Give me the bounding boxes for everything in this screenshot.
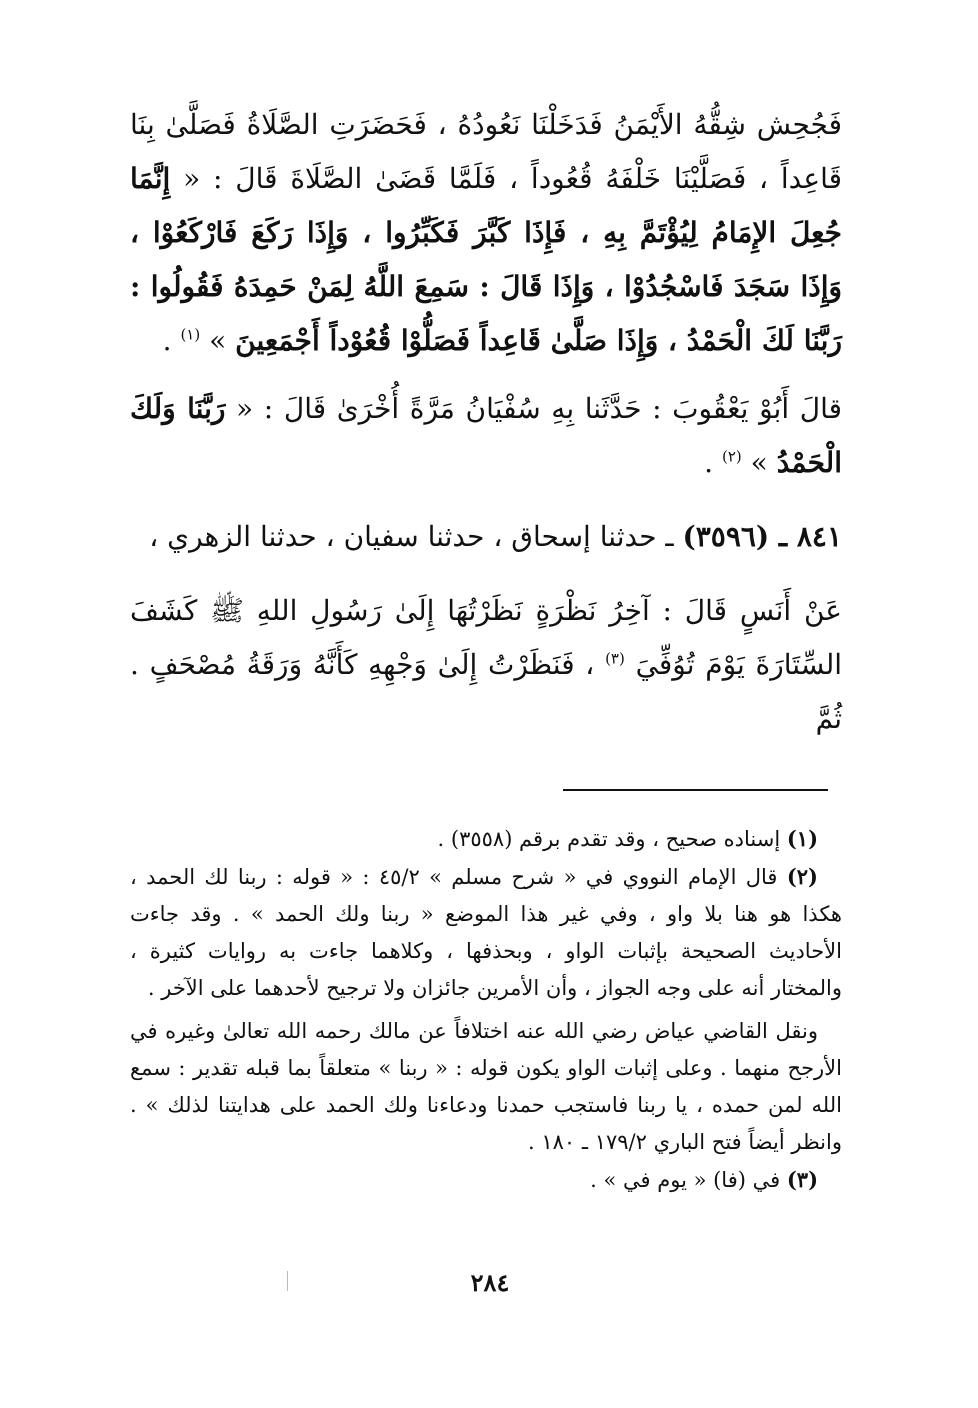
footnote-text-3: في (فا) « يوم في » . bbox=[590, 1168, 781, 1192]
hadith-quote-2: رَبَّنَا وَلَكَ الْحَمْدُ bbox=[130, 392, 842, 479]
footnote-text-2b: ونقل القاضي عياض رضي الله عنه اختلافاً عن مالك رحمه الله تعالىٰ وغيره في الأرجح منهما . وعلى إثبات الواو يكون قوله : « ربنا » متعلقاً بما قبله تقدير : سمع الله لمن حمده ، يا ربنا فاستجب حمدنا ودعاءنا ولك الحمد على هدايتنا لذلك » . وانظر أيضاً فتح الباري ١٧٩/٢ ـ ١٨٠ . bbox=[130, 1019, 842, 1154]
quote-close-2: » bbox=[750, 446, 768, 479]
footnote-marker-1: (١) bbox=[786, 826, 818, 851]
footnote-text-2: « قوله : ربنا لك الحمد ، هكذا هو هنا بلا واو ، وفي غير هذا الموضع « ربنا ولك الحمد » . وقد جاءت الأحاديث الصحيحة بإثبات الواو ، وبحذفها ، وكلاهما جاءت به روايات كثيرة ، والمختار أنه على وجه الجواز ، وأن الأمرين جائزان ولا ترجيح لأحدهما على الآخر . bbox=[130, 865, 842, 1000]
footnotes bbox=[130, 820, 842, 1199]
hadith-paragraph-4 bbox=[130, 584, 842, 746]
footnote-2-continued bbox=[130, 1013, 842, 1161]
footnote-text-1: إسناده صحيح ، وقد تقدم برقم (٣٥٥٨) . bbox=[437, 827, 781, 851]
footnote-ref-3[interactable]: (٣) bbox=[605, 649, 625, 668]
hadith-quote: إِنَّمَا جُعِلَ الإِمَامُ لِيُؤْتَمَّ بِهِ ، فَإِذَا كَبَّرَ فَكَبِّرُوا ، وَإِذَا رَكَعَ فَارْكَعُوْا ، وَإِذَا سَجَدَ فَاسْجُدُوْا ، وَإِذَا قَالَ : سَمِعَ اللَّهُ لِمَنْ حَمِدَهُ فَقُولُوا : رَبَّنَا لَكَ الْحَمْدُ ، وَإِذَا صَلَّىٰ قَاعِداً فَصَلُّوْا قُعُوْداً أَجْمَعِينَ bbox=[130, 162, 842, 357]
footnote-source: قال الإمام النووي في « شرح مسلم » ٤٥/٢ : bbox=[362, 865, 778, 889]
scan-speck bbox=[287, 1271, 291, 1291]
hadith-chain-paragraph bbox=[130, 510, 842, 564]
sentence-end-2: . bbox=[704, 446, 714, 479]
hadith-paragraph-2 bbox=[130, 382, 842, 490]
footnote-marker-3: (٣) bbox=[786, 1167, 818, 1192]
hadith-narration: فَجُحِش شِقُّهُ الأَيْمَنُ فَدَخَلْنَا نَعُودُهُ ، فَحَضَرَتِ الصَّلَاةُ فَصَلَّىٰ بِنَا قَاعِداً ، فَصَلَّيْنَا خَلْفَهُ قُعُوداً ، فَلَمَّا قَضَىٰ الصَّلَاةَ قَالَ : « bbox=[130, 108, 842, 195]
isnad-text: ـ حدثنا إسحاق ، حدثنا سفيان ، حدثنا الزهري ، bbox=[149, 520, 674, 553]
hadith-paragraph-1 bbox=[130, 98, 842, 368]
page-number: ٢٨٤ bbox=[470, 1268, 510, 1297]
footnote-1 bbox=[130, 820, 842, 858]
footnote-3 bbox=[130, 1161, 842, 1199]
footnote-marker-2: (٢) bbox=[786, 864, 818, 889]
sentence-end: . bbox=[162, 324, 172, 357]
hadith-text-4b: ، فَنَظَرْتُ إِلَىٰ وَجْهِهِ كَأَنَّهُ وَرَقَةُ مُصْحَفٍ . ثُمَّ bbox=[130, 648, 842, 735]
hadith-text-4a: عَنْ أَنَسٍ قَالَ : آخِرُ نَظْرَةٍ نَظَرْتُهَا إِلَىٰ رَسُولِ اللهِ ﷺ كَشَفَ السِّتَارَةَ يَوْمَ تُوُفِّيَ bbox=[130, 594, 843, 681]
narrator-statement: قالَ أَبُوْ يَعْقُوبَ : حَدَّثَنا بِهِ سُفْيَانُ مَرَّةً أُخْرَىٰ قَالَ : « bbox=[236, 392, 842, 425]
footnote-2 bbox=[130, 858, 842, 1007]
quote-close: » bbox=[209, 324, 227, 357]
footnote-separator bbox=[563, 789, 828, 791]
main-text bbox=[130, 98, 842, 746]
footnote-ref-1[interactable]: (١) bbox=[180, 325, 201, 344]
hadith-number: ٨٤١ ـ (٣٥٩٦) bbox=[682, 520, 842, 553]
footnote-ref-2[interactable]: (٢) bbox=[721, 447, 742, 466]
